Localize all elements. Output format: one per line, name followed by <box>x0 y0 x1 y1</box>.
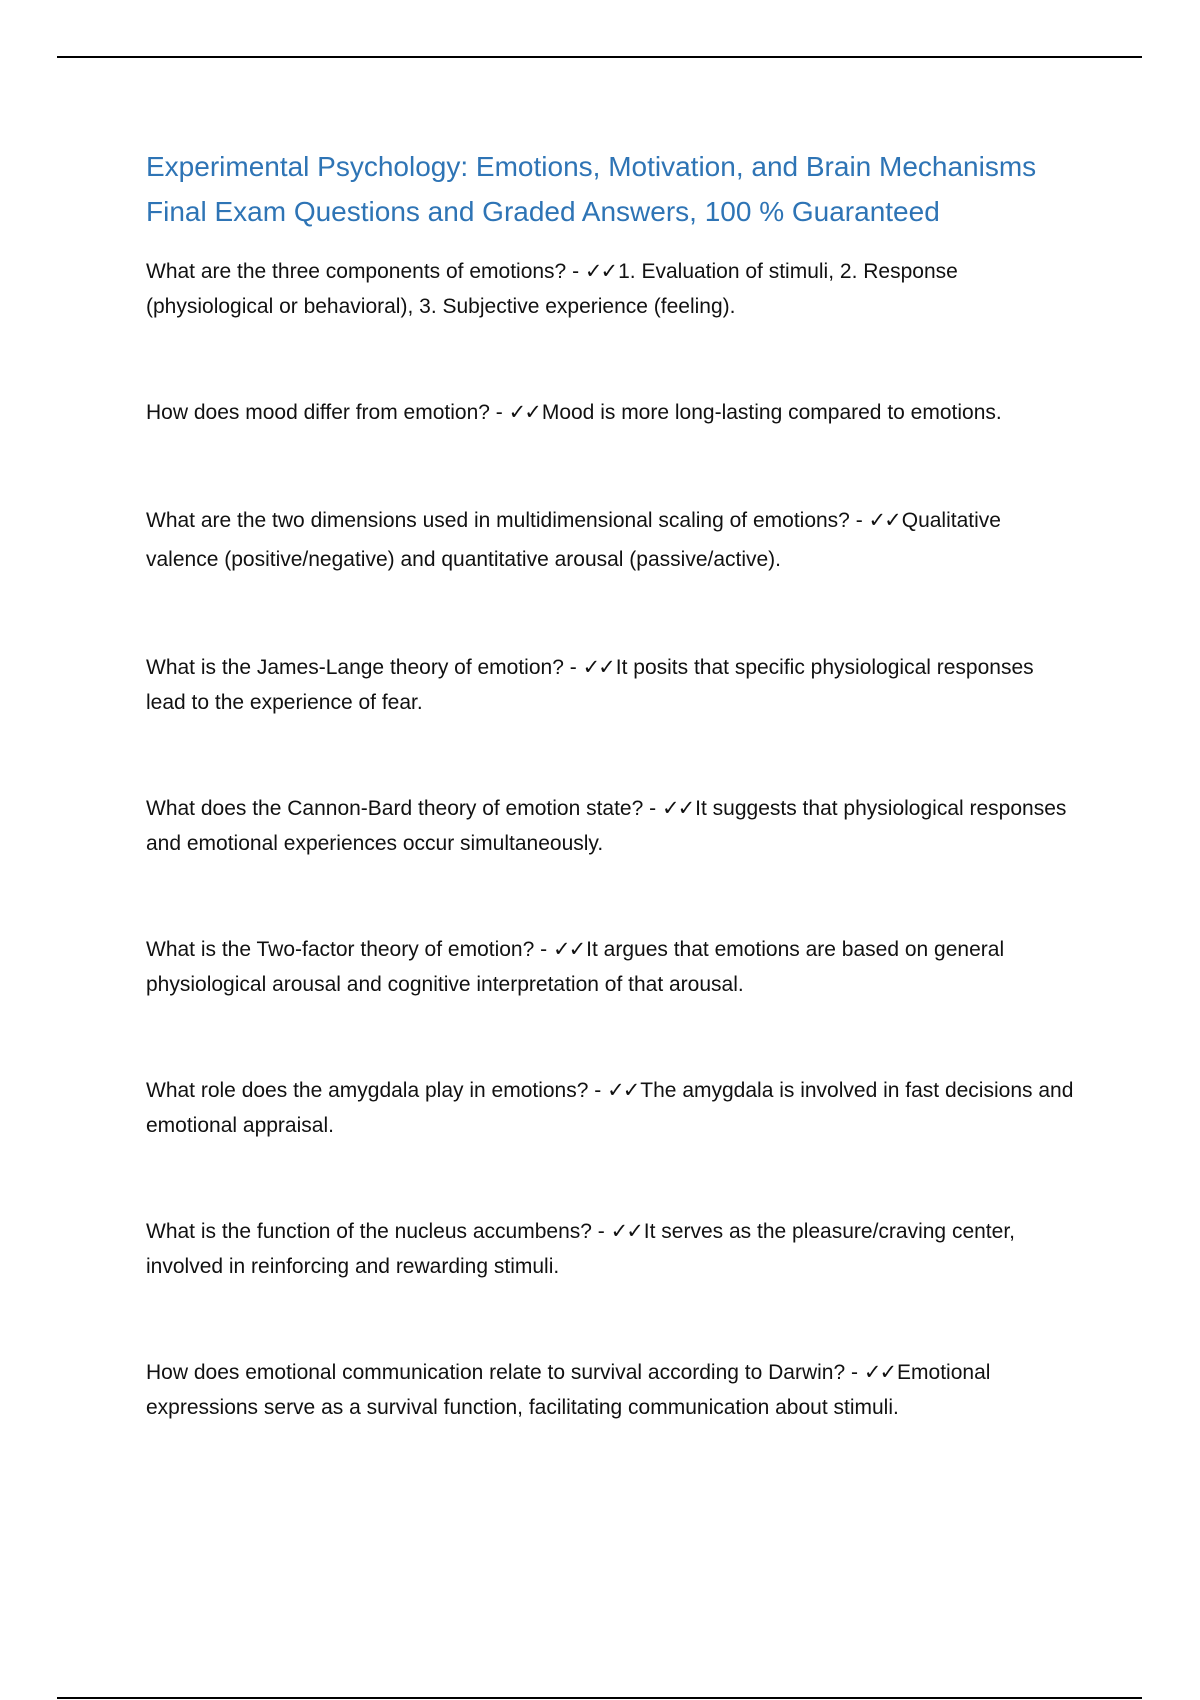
qa-item <box>146 395 1076 430</box>
question-text: What is the Two-factor theory of emotion? <box>146 938 535 961</box>
qa-item <box>146 650 1076 720</box>
question-text: How does emotional communication relate to survival according to Darwin? <box>146 1361 846 1384</box>
separator: - <box>591 1220 611 1243</box>
answer-text: It posits that specific physiological responses lead to the experience of fear. <box>146 656 1034 714</box>
separator: - <box>845 1361 864 1384</box>
footer-rule <box>57 1697 1142 1699</box>
question-text: What is the James-Lange theory of emotion? <box>146 656 564 679</box>
question-text: What are the two dimensions used in multidimensional scaling of emotions? <box>146 509 850 532</box>
separator: - <box>489 401 509 424</box>
qa-item <box>146 1355 1076 1425</box>
question-text: What are the three components of emotions? <box>146 260 567 283</box>
check-mark-icon: ✓✓ <box>552 938 585 961</box>
question-text: What role does the amygdala play in emotions? <box>146 1079 589 1102</box>
check-mark-icon: ✓✓ <box>610 1220 642 1243</box>
separator: - <box>643 797 662 820</box>
check-mark-icon: ✓✓ <box>584 260 617 283</box>
answer-text: The amygdala is involved in fast decisions and emotional appraisal. <box>146 1079 1074 1137</box>
check-mark-icon: ✓✓ <box>868 509 900 532</box>
answer-text: It serves as the pleasure/craving center, involved in reinforcing and rewarding stimuli. <box>146 1220 1015 1278</box>
question-text: How does mood differ from emotion? <box>146 401 490 424</box>
qa-item <box>146 1214 1076 1284</box>
check-mark-icon: ✓✓ <box>582 656 614 679</box>
header-rule <box>57 56 1142 58</box>
document-title: Experimental Psychology: Emotions, Motivation, and Brain Mechanisms Final Exam Questions and Graded Answers, 100 % Guaranteed <box>146 151 1037 227</box>
answer-text: Emotional expressions serve as a survival function, facilitating communication about stimuli. <box>146 1361 991 1419</box>
question-text: What does the Cannon-Bard theory of emotion state? <box>146 797 644 820</box>
qa-item <box>146 1073 1076 1143</box>
qa-item <box>146 501 1076 579</box>
question-text: What is the function of the nucleus accumbens? <box>146 1220 592 1243</box>
separator: - <box>849 509 869 532</box>
qa-item <box>146 254 1076 324</box>
separator: - <box>588 1079 608 1102</box>
check-mark-icon: ✓✓ <box>508 401 540 424</box>
qa-item <box>146 932 1076 1002</box>
qa-item <box>146 791 1076 861</box>
answer-text: 1. Evaluation of stimuli, 2. Response (physiological or behavioral), 3. Subjective experience (feeling). <box>146 260 958 318</box>
answer-text: Mood is more long-lasting compared to emotions. <box>541 401 1002 424</box>
answer-text: It argues that emotions are based on general physiological arousal and cognitive interpretation of that arousal. <box>146 938 1005 996</box>
check-mark-icon: ✓✓ <box>661 797 694 820</box>
answer-text: It suggests that physiological responses and emotional experiences occur simultaneously. <box>146 797 1067 855</box>
separator: - <box>566 260 585 283</box>
check-mark-icon: ✓✓ <box>863 1361 896 1384</box>
separator: - <box>563 656 583 679</box>
answer-text: Qualitative valence (positive/negative) and quantitative arousal (passive/active). <box>146 509 1001 571</box>
check-mark-icon: ✓✓ <box>607 1079 639 1102</box>
separator: - <box>534 938 553 961</box>
document-body <box>146 144 1076 1496</box>
